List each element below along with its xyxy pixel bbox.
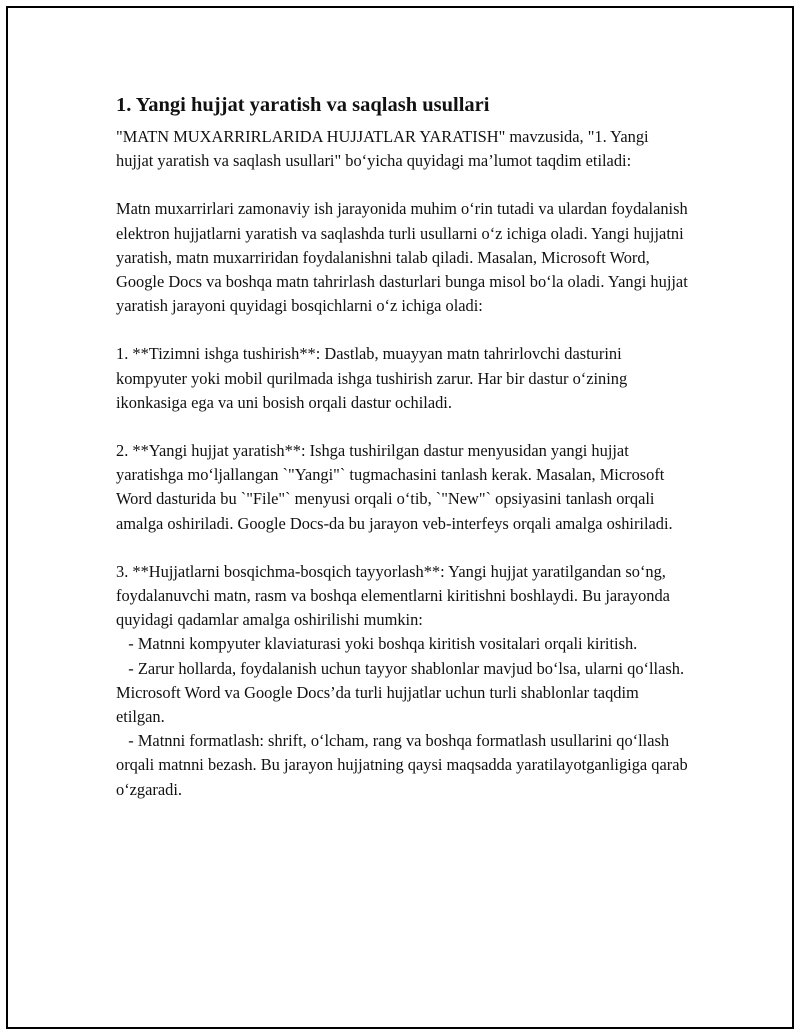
step-3-paragraph: 3. **Hujjatlarni bosqichma-bosqich tayyorlash**: Yangi hujjat yaratilgandan so‘ng, foydalanuvchi matn, rasm va boshqa elementlarni kiritishni boshlaydi. Bu jarayonda quyidagi qadamlar amalga oshirilishi mumkin: xyxy=(116,561,670,630)
step-3-item-1: - Matnni kompyuter klaviaturasi yoki boshqa kiritish vositalari orqali kiritish. xyxy=(116,634,638,654)
document-title: 1. Yangi hujjat yaratish va saqlash usullari xyxy=(116,94,490,116)
step-3-item-2: - Zarur hollarda, foydalanish uchun tayyor shablonlar mavjud bo‘lsa, ularni qo‘llash. Microsoft Word va Google Docs’da turli hujjatlar uchun turli shablonlar taqdim etilgan. xyxy=(116,658,689,727)
step-2-paragraph: 2. **Yangi hujjat yaratish**: Ishga tushirilgan dastur menyusidan yangi hujjat yaratishga mo‘ljallangan `"Yangi"` tugmachasini tanlash kerak. Masalan, Microsoft Word dasturida bu `"File"` menyusi orqali o‘tib, `"New"` opsiyasini tanlash orqali amalga oshiriladi. Google Docs-da bu jarayon veb-interfeys orqali amalga oshiriladi. xyxy=(116,441,673,533)
body-paragraph: Matn muxarrirlari zamonaviy ish jarayonida muhim o‘rin tutadi va ulardan foydalanish elektron hujjatlarni yaratish va saqlashda turli usullarni o‘z ichiga oladi. Yangi hujjatni yaratish, matn muxarriridan foydalanishni talab qiladi. Masalan, Microsoft Word, Google Docs va boshqa matn tahrirlash dasturlari bunga misol bo‘la oladi. Yangi hujjat yaratish jarayoni quyidagi bosqichlarni o‘z ichiga oladi: xyxy=(116,199,688,316)
document-body xyxy=(116,92,692,802)
step-1-paragraph: 1. **Tizimni ishga tushirish**: Dastlab, muayyan matn tahrirlovchi dasturini kompyuter yoki mobil qurilmada ishga tushirish zarur. Har bir dastur o‘zining ikonkasiga ega va uni bosish orqali dastur ochiladi. xyxy=(116,344,628,412)
intro-paragraph: "MATN MUXARRIRLARIDA HUJJATLAR YARATISH" mavzusida, "1. Yangi hujjat yaratish va saqlash usullari" bo‘yicha quyidagi ma’lumot taqdim etiladi: xyxy=(116,127,649,171)
step-3-item-3: - Matnni formatlash: shrift, o‘lcham, rang va boshqa formatlash usullarini qo‘llash orqali matnni bezash. Bu jarayon hujjatning qaysi maqsadda yaratilayotganligiga qarab o‘zgaradi. xyxy=(116,731,692,799)
